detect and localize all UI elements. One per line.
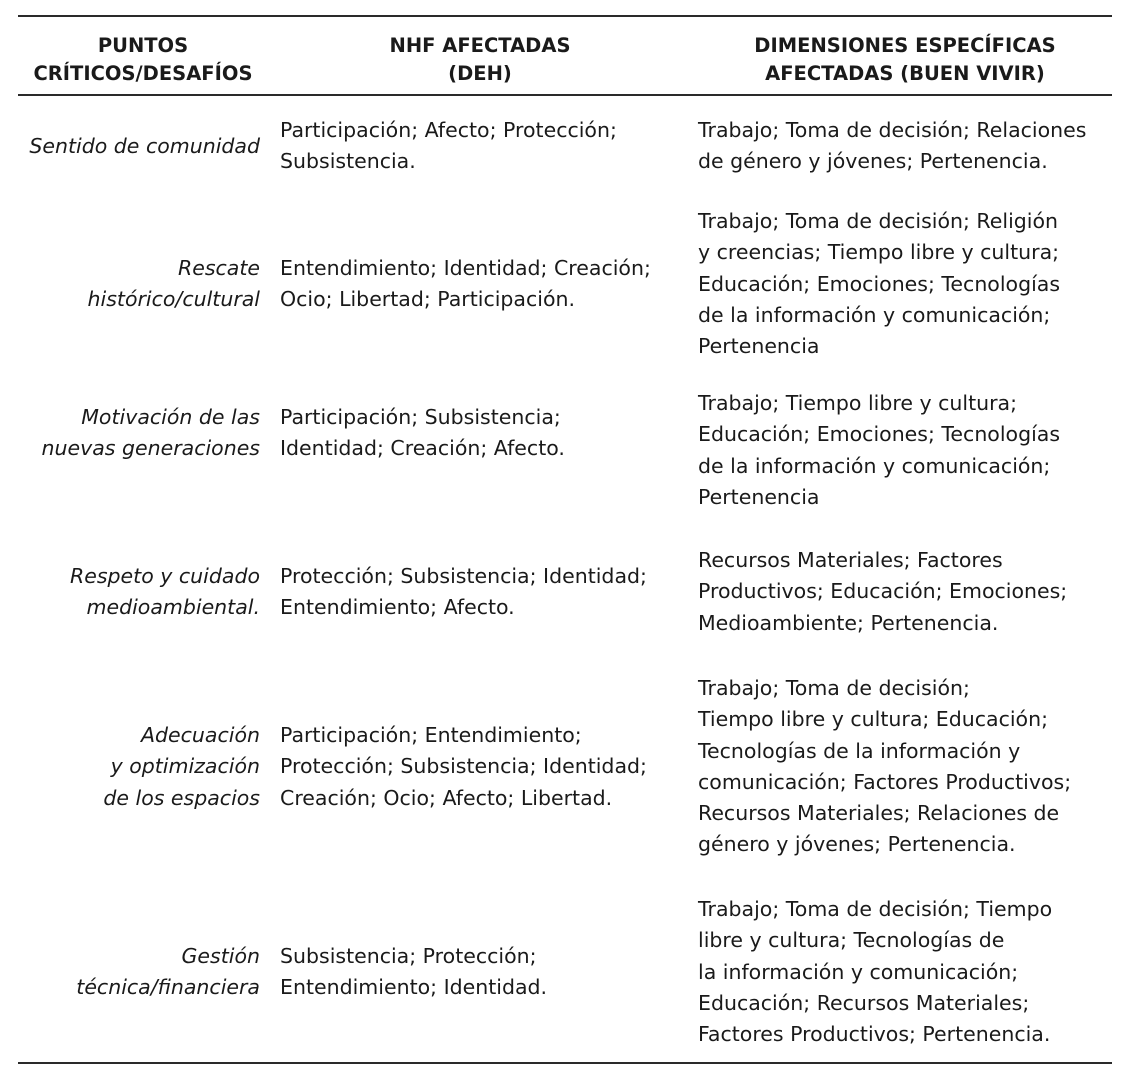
header-puntos-criticos: PUNTOS CRÍTICOS/DESAFÍOS xyxy=(33,34,253,85)
row-4-nhf: Protección; Subsistencia; Identidad; Entendimiento; Afecto. xyxy=(280,564,647,620)
header-nhf-afectadas: NHF AFECTADAS (DEH) xyxy=(389,34,571,85)
row-5-dimensiones: Trabajo; Toma de decisión; Tiempo libre y cultura; Educación; Tecnologías de la información y comunicación; Factores Productivos; Recursos Materiales; Relaciones de género y jóvenes; Pertenencia. xyxy=(698,676,1072,857)
bottom-rule xyxy=(18,1062,1112,1064)
row-3-nhf: Participación; Subsistencia; Identidad; Creación; Afecto. xyxy=(280,405,565,461)
row-5-nhf: Participación; Entendimiento; Protección; Subsistencia; Identidad; Creación; Ocio; Afecto; Libertad. xyxy=(280,723,647,810)
row-1-nhf: Participación; Afecto; Protección; Subsistencia. xyxy=(280,118,617,174)
header-rule xyxy=(18,94,1112,96)
row-1-punto: Sentido de comunidad xyxy=(29,134,260,158)
row-2-dimensiones: Trabajo; Toma de decisión; Religión y creencias; Tiempo libre y cultura; Educación; Emociones; Tecnologías de la información y comunicación; Pertenencia xyxy=(698,209,1061,359)
top-rule xyxy=(18,15,1112,17)
row-5-punto: Adecuación y optimización de los espacios xyxy=(103,723,260,810)
challenges-table xyxy=(18,15,1112,1064)
row-1-dimensiones: Trabajo; Toma de decisión; Relaciones de género y jóvenes; Pertenencia. xyxy=(698,118,1087,174)
row-6-dimensiones: Trabajo; Toma de decisión; Tiempo libre y cultura; Tecnologías de la información y comunicación; Educación; Recursos Materiales; Factores Productivos; Pertenencia. xyxy=(698,897,1053,1047)
row-4-punto: Respeto y cuidado medioambiental. xyxy=(70,564,260,620)
row-2-nhf: Entendimiento; Identidad; Creación; Ocio; Libertad; Participación. xyxy=(280,256,651,312)
header-dimensiones: DIMENSIONES ESPECÍFICAS AFECTADAS (BUEN VIVIR) xyxy=(754,34,1056,85)
row-3-punto: Motivación de las nuevas generaciones xyxy=(41,405,260,461)
row-3-dimensiones: Trabajo; Tiempo libre y cultura; Educación; Emociones; Tecnologías de la información y comunicación; Pertenencia xyxy=(698,391,1061,509)
row-6-nhf: Subsistencia; Protección; Entendimiento; Identidad. xyxy=(280,944,548,1000)
row-4-dimensiones: Recursos Materiales; Factores Productivos; Educación; Emociones; Medioambiente; Pertenencia. xyxy=(698,548,1068,635)
row-2-punto: Rescate histórico/cultural xyxy=(87,256,260,312)
row-6-punto: Gestión técnica/financiera xyxy=(76,944,260,1000)
